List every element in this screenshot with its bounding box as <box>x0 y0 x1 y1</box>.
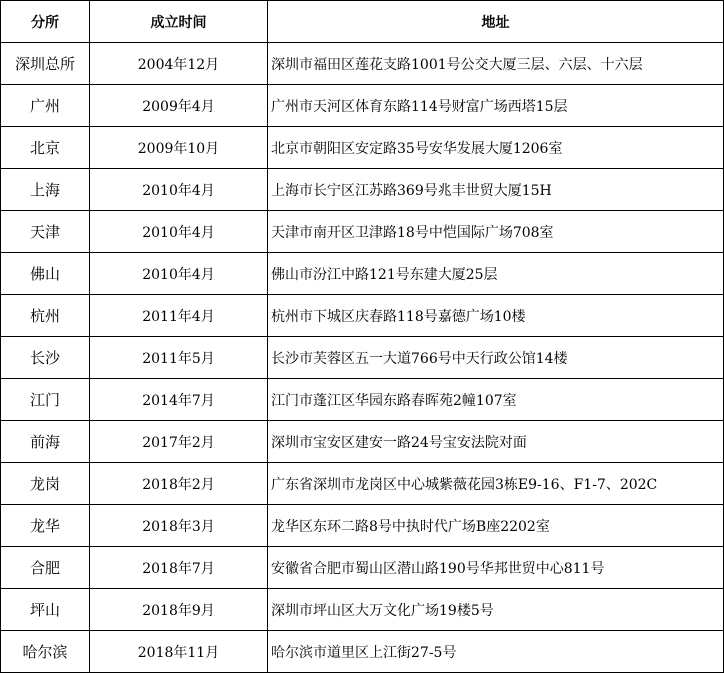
header-address: 地址 <box>268 1 724 43</box>
founded-cell: 2018年2月 <box>90 463 268 505</box>
address-cell: 深圳市宝安区建安一路24号宝安法院对面 <box>268 421 724 463</box>
header-founded: 成立时间 <box>90 1 268 43</box>
founded-cell: 2014年7月 <box>90 379 268 421</box>
address-cell: 广东省深圳市龙岗区中心城紫薇花园3栋E9-16、F1-7、202C <box>268 463 724 505</box>
table-row <box>1 379 724 421</box>
branch-cell: 合肥 <box>1 547 90 589</box>
founded-cell: 2009年10月 <box>90 127 268 169</box>
table-row <box>1 589 724 631</box>
table-row <box>1 421 724 463</box>
branch-cell: 上海 <box>1 169 90 211</box>
branch-cell: 天津 <box>1 211 90 253</box>
address-cell: 杭州市下城区庆春路118号嘉德广场10楼 <box>268 295 724 337</box>
branch-cell: 北京 <box>1 127 90 169</box>
branch-cell: 杭州 <box>1 295 90 337</box>
founded-cell: 2018年11月 <box>90 631 268 673</box>
founded-cell: 2004年12月 <box>90 43 268 85</box>
table-row <box>1 85 724 127</box>
address-cell: 北京市朝阳区安定路35号安华发展大厦1206室 <box>268 127 724 169</box>
header-branch: 分所 <box>1 1 90 43</box>
branch-cell: 龙华 <box>1 505 90 547</box>
table-row <box>1 253 724 295</box>
founded-cell: 2010年4月 <box>90 253 268 295</box>
address-cell: 深圳市福田区莲花支路1001号公交大厦三层、六层、十六层 <box>268 43 724 85</box>
table-row <box>1 295 724 337</box>
table-row <box>1 211 724 253</box>
table-header-row <box>1 1 724 43</box>
founded-cell: 2011年4月 <box>90 295 268 337</box>
founded-cell: 2018年9月 <box>90 589 268 631</box>
founded-cell: 2010年4月 <box>90 169 268 211</box>
table-row <box>1 169 724 211</box>
address-cell: 佛山市汾江中路121号东建大厦25层 <box>268 253 724 295</box>
branch-cell: 广州 <box>1 85 90 127</box>
branch-cell: 佛山 <box>1 253 90 295</box>
branch-cell: 长沙 <box>1 337 90 379</box>
table-row <box>1 505 724 547</box>
table-row <box>1 337 724 379</box>
founded-cell: 2018年7月 <box>90 547 268 589</box>
address-cell: 深圳市坪山区大万文化广场19楼5号 <box>268 589 724 631</box>
founded-cell: 2010年4月 <box>90 211 268 253</box>
branch-cell: 前海 <box>1 421 90 463</box>
branch-cell: 深圳总所 <box>1 43 90 85</box>
branch-cell: 哈尔滨 <box>1 631 90 673</box>
address-cell: 长沙市芙蓉区五一大道766号中天行政公馆14楼 <box>268 337 724 379</box>
address-cell: 广州市天河区体育东路114号财富广场西塔15层 <box>268 85 724 127</box>
founded-cell: 2009年4月 <box>90 85 268 127</box>
address-cell: 哈尔滨市道里区上江街27-5号 <box>268 631 724 673</box>
address-cell: 上海市长宁区江苏路369号兆丰世贸大厦15H <box>268 169 724 211</box>
address-cell: 安徽省合肥市蜀山区潜山路190号华邦世贸中心811号 <box>268 547 724 589</box>
address-cell: 龙华区东环二路8号中执时代广场B座2202室 <box>268 505 724 547</box>
founded-cell: 2011年5月 <box>90 337 268 379</box>
table-row <box>1 547 724 589</box>
table-row <box>1 127 724 169</box>
table-row <box>1 463 724 505</box>
branch-cell: 江门 <box>1 379 90 421</box>
founded-cell: 2017年2月 <box>90 421 268 463</box>
address-cell: 江门市蓬江区华园东路春晖苑2幢107室 <box>268 379 724 421</box>
address-cell: 天津市南开区卫津路18号中恺国际广场708室 <box>268 211 724 253</box>
table-row <box>1 631 724 673</box>
branch-cell: 龙岗 <box>1 463 90 505</box>
branch-cell: 坪山 <box>1 589 90 631</box>
founded-cell: 2018年3月 <box>90 505 268 547</box>
table-row <box>1 43 724 85</box>
